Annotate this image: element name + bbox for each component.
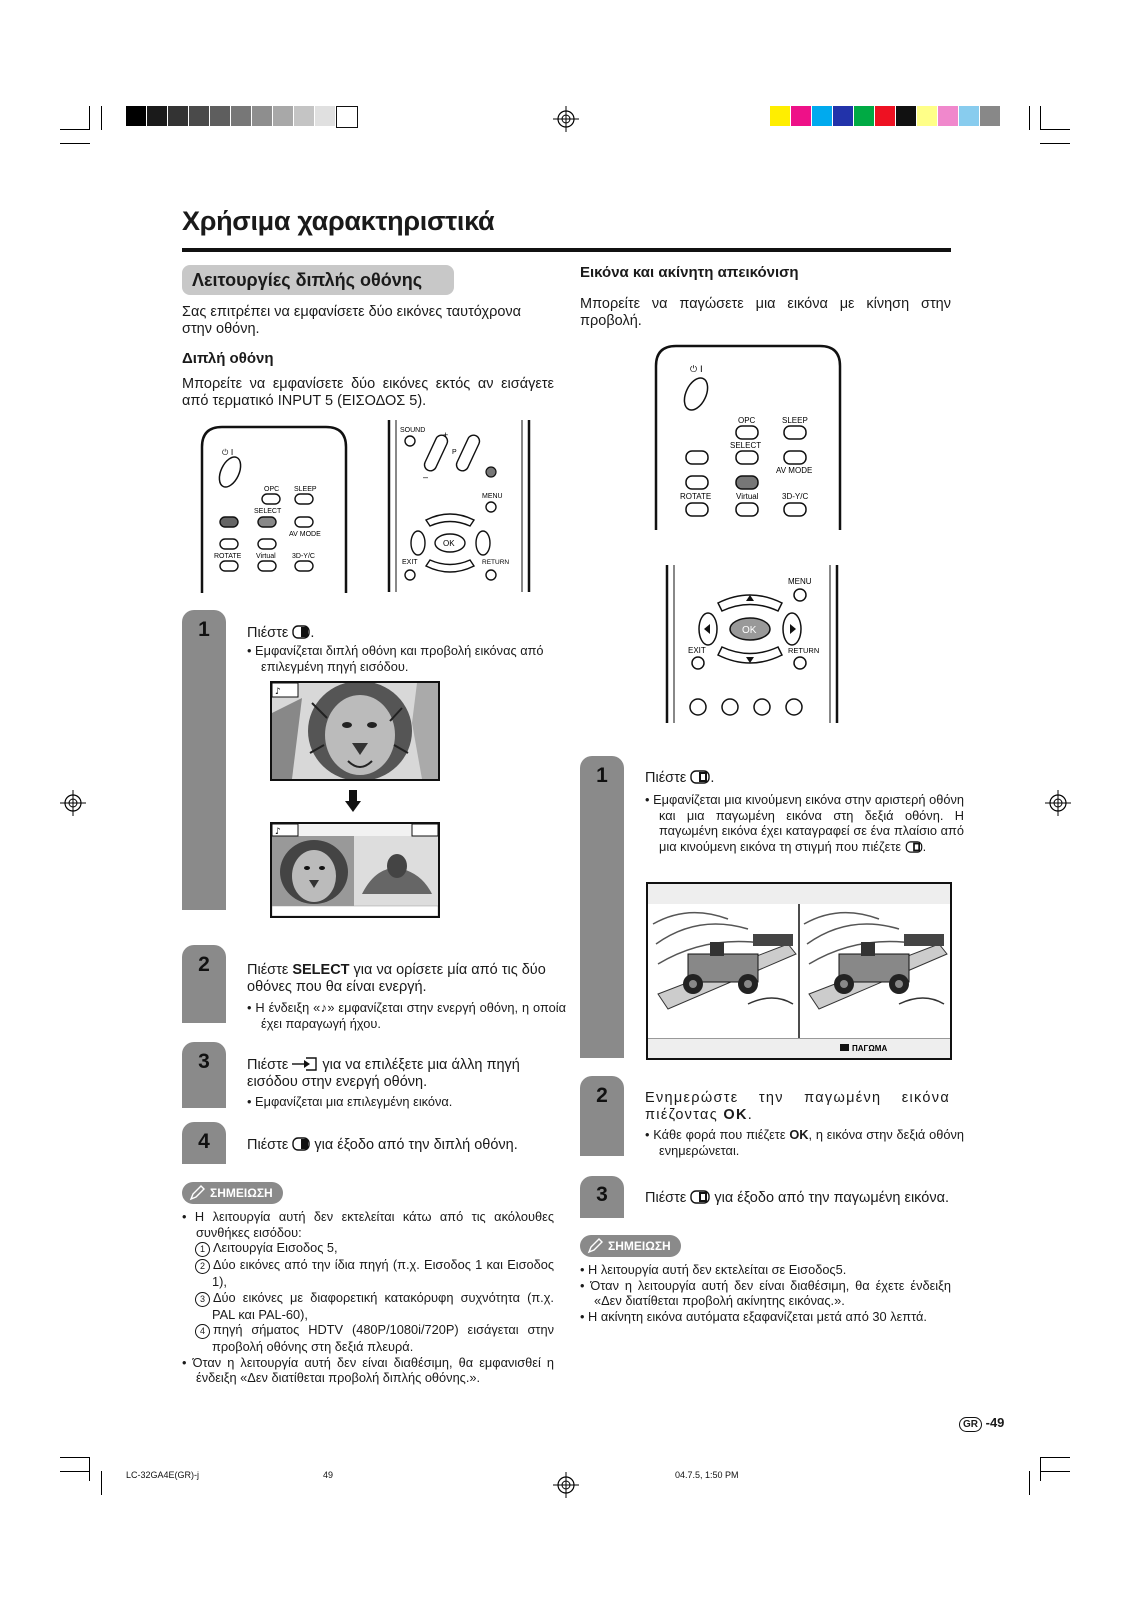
step-bullet-text: Εμφανίζεται διπλή οθόνη και προβολή εικόνας από επιλεγμένη πηγή εισόδου. bbox=[255, 643, 544, 674]
sub-heading-dual-screen: Διπλή οθόνη bbox=[182, 350, 274, 367]
note-item: • Η λειτουργία αυτή δεν εκτελείται κάτω από τις ακόλουθες συνθήκες εισόδου: bbox=[182, 1209, 554, 1240]
section-heading-dual-screen: Λειτουργίες διπλής οθόνης bbox=[182, 265, 454, 295]
gray-swatch bbox=[336, 106, 358, 128]
race-car-freeze-image bbox=[646, 882, 952, 1060]
note-sub-item: 2 Δύο εικόνες από την ίδια πηγή (π.χ. Εισοδος 1 και Εισοδος 1), bbox=[182, 1257, 554, 1290]
freeze-step-3-instruction: Πιέστε για έξοδο από την παγωμένη εικόνα. bbox=[645, 1190, 949, 1206]
down-arrow-icon bbox=[345, 790, 361, 812]
freeze-step-2-instruction: Ενημερώστε την παγωμένη εικόνα πιέζοντας OK. bbox=[645, 1090, 950, 1123]
note-list bbox=[580, 1262, 951, 1324]
gray-swatch bbox=[168, 106, 188, 126]
step-marker-1 bbox=[182, 610, 226, 910]
svg-text:SELECT: SELECT bbox=[730, 441, 762, 450]
pencil-icon bbox=[586, 1237, 604, 1255]
note-sub-item: 1 Λειτουργία Εισοδος 5, bbox=[182, 1240, 554, 1257]
svg-text:+: + bbox=[443, 430, 449, 440]
freeze-intro: Μπορείτε να παγώσετε μια εικόνα με κίνηση στην προβολή. bbox=[580, 296, 951, 329]
note-sub-item: 3 Δύο εικόνες με διαφορετική κατακόρυφη συχνότητα (π.χ. PAL και PAL-60), bbox=[182, 1290, 554, 1323]
gray-swatch bbox=[147, 106, 167, 126]
note-list bbox=[182, 1209, 554, 1386]
freeze-button-icon bbox=[690, 770, 710, 784]
title-rule bbox=[182, 248, 951, 252]
footer-model: LC-32GA4E(GR)-j bbox=[126, 1470, 200, 1480]
step-number: 2 bbox=[198, 953, 210, 976]
color-swatch bbox=[770, 106, 790, 126]
color-swatch bbox=[833, 106, 853, 126]
step-number: 3 bbox=[198, 1050, 210, 1073]
svg-text:3D-Y/C: 3D-Y/C bbox=[292, 553, 315, 560]
svg-text:Virtual: Virtual bbox=[736, 492, 759, 501]
svg-text:RETURN: RETURN bbox=[482, 559, 510, 566]
remote-control-side-illustration bbox=[386, 420, 532, 592]
step-2-bullet: • Η ένδειξη «♪» εμφανίζεται στην ενεργή οθόνη, η οποία έχει παραγωγή ήχου. bbox=[247, 1000, 566, 1031]
svg-text:SELECT: SELECT bbox=[254, 508, 282, 515]
svg-text:AV MODE: AV MODE bbox=[776, 466, 813, 475]
freeze-step-1-instruction: Πιέστε . bbox=[645, 770, 715, 786]
svg-text:EXIT: EXIT bbox=[688, 646, 706, 655]
svg-text:⏻ I: ⏻ I bbox=[690, 365, 703, 375]
note-item: • Όταν η λειτουργία αυτή δεν είναι διαθέσιμη, θα έχετε ένδειξη «Δεν διατίθεται προβολή ακίνητης εικόνας.». bbox=[580, 1277, 952, 1308]
gray-swatch bbox=[294, 106, 314, 126]
svg-text:AV MODE: AV MODE bbox=[289, 531, 321, 538]
step-number: 2 bbox=[596, 1084, 608, 1107]
footer-timestamp: 04.7.5, 1:50 PM bbox=[675, 1470, 739, 1480]
gray-swatch bbox=[126, 106, 146, 126]
language-badge: GR bbox=[959, 1417, 982, 1432]
note-badge: ΣΗΜΕΙΩΣΗ bbox=[182, 1182, 283, 1204]
color-swatch bbox=[812, 106, 832, 126]
freeze-step-1-bullet: • Εμφανίζεται μια κινούμενη εικόνα στην αριστερή οθόνη και μια παγωμένη εικόνα στη δεξιά οθόνη. Η παγωμένη εικόνα έχει καταγραφεί σε ένα πλαίσιο από μια κινούμενη εικόνα τη στιγμή που πιέζετε . bbox=[645, 792, 964, 854]
remote-control-nav-illustration bbox=[664, 565, 840, 723]
color-swatch bbox=[980, 106, 1000, 126]
registration-mark-icon bbox=[553, 1472, 579, 1498]
remote-control-illustration bbox=[198, 425, 350, 593]
color-swatch bbox=[917, 106, 937, 126]
dual-screen-button-icon bbox=[292, 625, 310, 639]
registration-mark-icon bbox=[1045, 790, 1071, 816]
svg-text:OK: OK bbox=[443, 539, 455, 548]
gray-swatch bbox=[252, 106, 272, 126]
color-swatch bbox=[938, 106, 958, 126]
step-number: 1 bbox=[198, 618, 210, 641]
svg-text:SOUND: SOUND bbox=[400, 427, 426, 434]
svg-text:ROTATE: ROTATE bbox=[214, 553, 242, 560]
svg-text:SLEEP: SLEEP bbox=[782, 416, 808, 425]
svg-text:Virtual: Virtual bbox=[256, 553, 276, 560]
dual-screen-button-icon bbox=[292, 1137, 310, 1151]
svg-text:OPC: OPC bbox=[738, 416, 756, 425]
color-swatch bbox=[875, 106, 895, 126]
svg-text:3D-Y/C: 3D-Y/C bbox=[782, 492, 809, 501]
registration-mark-icon bbox=[60, 790, 86, 816]
section-heading-freeze: Εικόνα και ακίνητη απεικόνιση bbox=[580, 264, 799, 281]
svg-text:♪: ♪ bbox=[275, 827, 281, 837]
lion-dual-screen-image bbox=[270, 822, 440, 918]
lion-single-screen-image bbox=[270, 681, 440, 781]
gray-swatch bbox=[210, 106, 230, 126]
dual-screen-intro: Σας επιτρέπει να εμφανίσετε δύο εικόνες ταυτόχρονα στην οθόνη. bbox=[182, 304, 522, 337]
step-3-bullet: • Εμφανίζεται μια επιλεγμένη εικόνα. bbox=[247, 1094, 453, 1109]
svg-text:SLEEP: SLEEP bbox=[294, 486, 317, 493]
color-swatch bbox=[791, 106, 811, 126]
svg-text:♪: ♪ bbox=[275, 687, 281, 697]
freeze-button-icon bbox=[905, 841, 923, 853]
color-swatch bbox=[854, 106, 874, 126]
svg-text:–: – bbox=[423, 472, 429, 482]
dual-screen-description: Μπορείτε να εμφανίσετε δύο εικόνες εκτός αν εισάγετε από τερματικό INPUT 5 (ΕΙΣΟΔΟΣ 5). bbox=[182, 376, 554, 409]
page-number: GR -49 bbox=[959, 1415, 1004, 1432]
gray-swatch bbox=[189, 106, 209, 126]
color-swatch bbox=[896, 106, 916, 126]
note-badge: ΣΗΜΕΙΩΣΗ bbox=[580, 1235, 681, 1257]
color-swatch bbox=[959, 106, 979, 126]
registration-mark-icon bbox=[553, 106, 579, 132]
svg-text:EXIT: EXIT bbox=[402, 559, 418, 566]
remote-control-illustration bbox=[652, 344, 844, 530]
step-text: Πιέστε bbox=[247, 625, 293, 641]
svg-text:ROTATE: ROTATE bbox=[680, 492, 712, 501]
svg-text:OK: OK bbox=[742, 625, 757, 636]
step-1-instruction bbox=[247, 625, 552, 642]
svg-text:OPC: OPC bbox=[264, 486, 280, 493]
freeze-label: ΠΑΓΩΜΑ bbox=[852, 1044, 888, 1053]
gray-swatch bbox=[231, 106, 251, 126]
page-title: Χρήσιμα χαρακτηριστικά bbox=[182, 206, 495, 236]
step-3-instruction: Πιέστε για να επιλέξετε μια άλλη πηγή εισόδου στην ενεργή οθόνη. bbox=[247, 1057, 520, 1090]
svg-text:⏻ I: ⏻ I bbox=[222, 448, 234, 457]
step-2-instruction: Πιέστε SELECT για να ορίσετε μία από τις δύο οθόνες που θα είναι ενεργή. bbox=[247, 962, 546, 995]
step-number: 1 bbox=[596, 764, 608, 787]
gray-swatch bbox=[315, 106, 335, 126]
input-button-icon bbox=[292, 1057, 318, 1071]
pencil-icon bbox=[188, 1184, 206, 1202]
svg-text:RETURN: RETURN bbox=[788, 646, 820, 655]
step-1-bullet: • Εμφανίζεται διπλή οθόνη και προβολή εικόνας από επιλεγμένη πηγή εισόδου. bbox=[247, 643, 544, 674]
footer-page: 49 bbox=[323, 1470, 334, 1480]
note-item: • Η ακίνητη εικόνα αυτόματα εξαφανίζεται μετά από 30 λεπτά. bbox=[580, 1308, 927, 1324]
step-4-instruction: Πιέστε για έξοδο από την διπλή οθόνη. bbox=[247, 1137, 518, 1153]
svg-text:MENU: MENU bbox=[788, 577, 812, 586]
note-item: • Η λειτουργία αυτή δεν εκτελείται σε Εισοδος5. bbox=[580, 1262, 847, 1277]
note-item: • Όταν η λειτουργία αυτή δεν είναι διαθέσιμη, θα εμφανισθεί η ένδειξη «Δεν διατίθεται προβολή διπλής οθόνης.». bbox=[182, 1354, 554, 1385]
step-marker-1 bbox=[580, 756, 624, 1058]
note-sub-item: 4 πηγή σήματος HDTV (480P/1080i/720P) εισάγεται στην προβολή οθόνης στη δεξιά πλευρά. bbox=[182, 1322, 554, 1355]
gray-swatch bbox=[273, 106, 293, 126]
freeze-button-icon bbox=[690, 1190, 710, 1204]
freeze-step-2-bullet: • Κάθε φορά που πιέζετε OK, η εικόνα στην δεξιά οθόνη ενημερώνεται. bbox=[645, 1127, 964, 1158]
step-number: 4 bbox=[198, 1130, 210, 1153]
step-number: 3 bbox=[596, 1183, 608, 1206]
step-text: . bbox=[310, 625, 315, 641]
svg-text:MENU: MENU bbox=[482, 493, 503, 500]
svg-text:P: P bbox=[452, 449, 457, 456]
